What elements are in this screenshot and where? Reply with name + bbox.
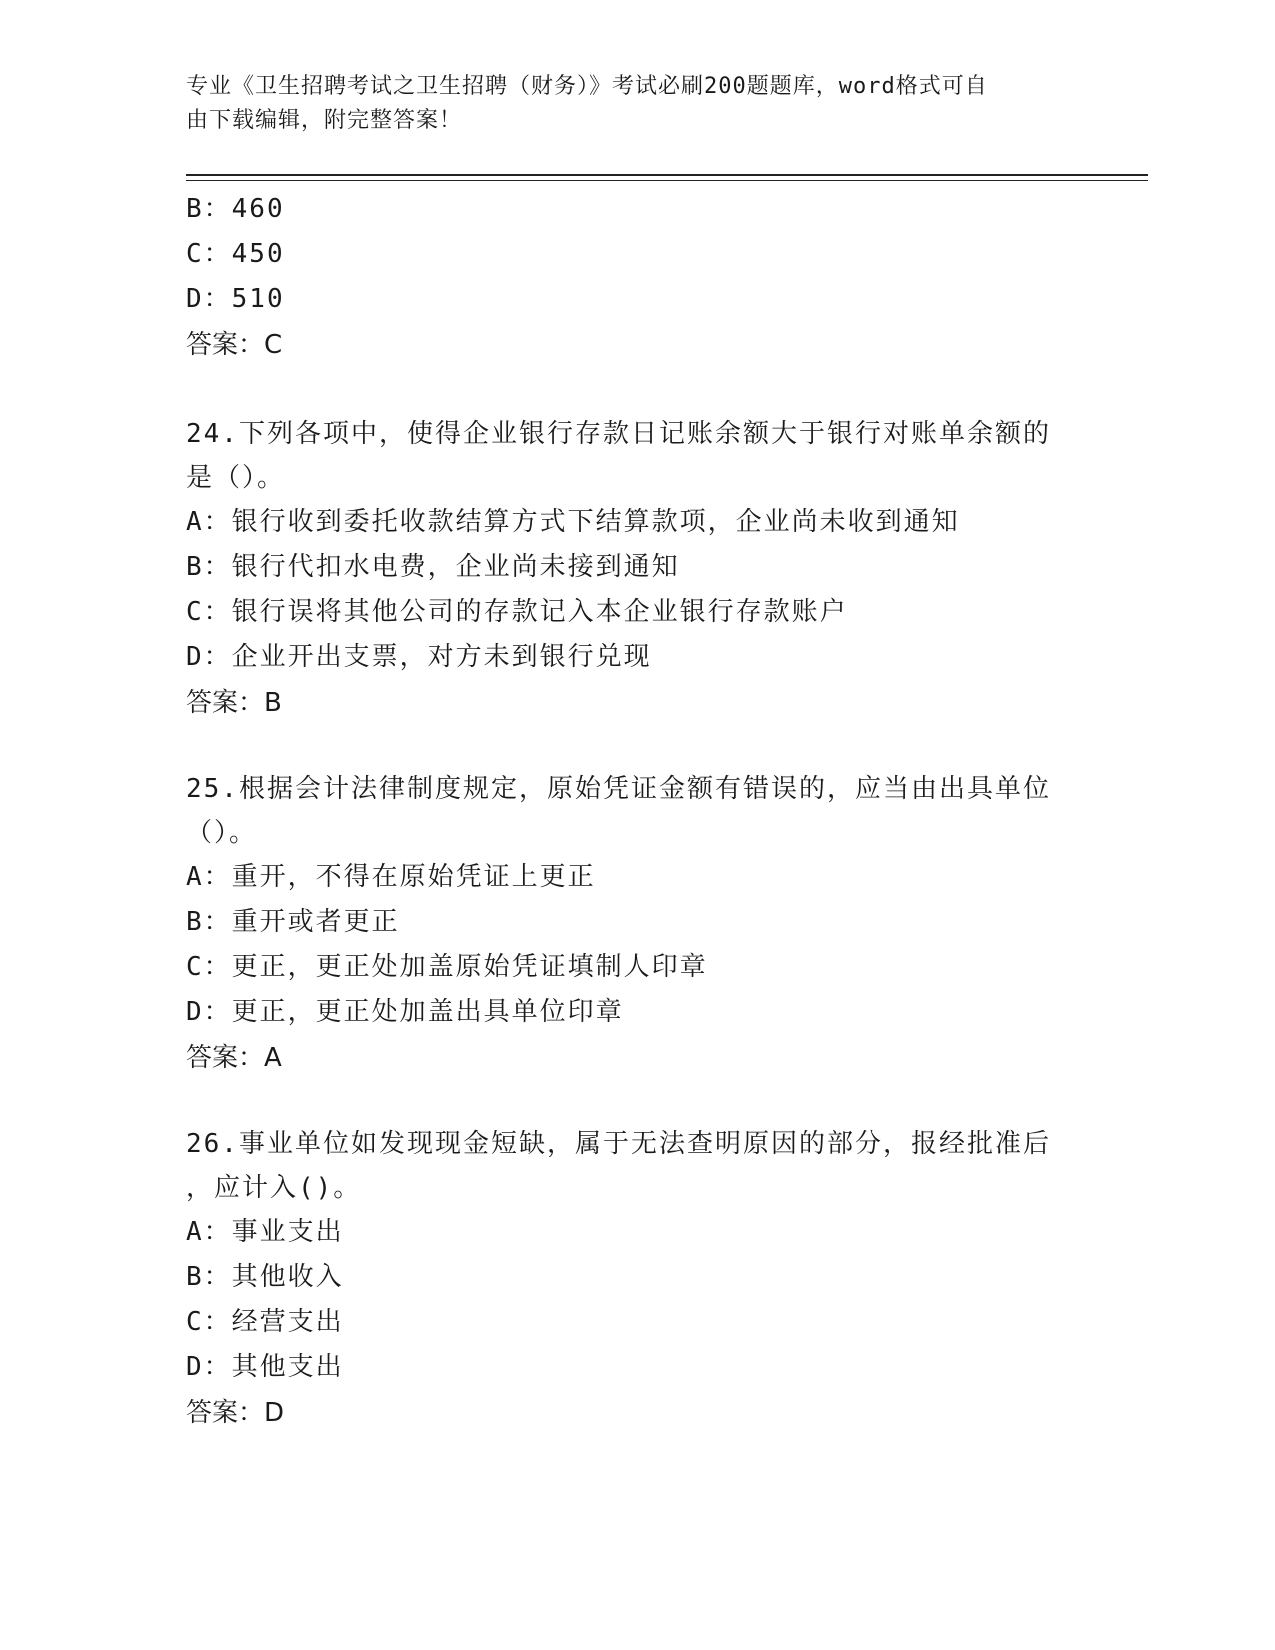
option-b: B：460 [186, 194, 285, 224]
option-b: B：银行代扣水电费，企业尚未接到通知 [186, 552, 680, 582]
question-stem-continued: ，应计入()。 [186, 1173, 362, 1203]
question-stem: 26.事业单位如发现现金短缺，属于无法查明原因的部分，报经批准后 [186, 1129, 1051, 1159]
header-divider-thin [186, 180, 1148, 181]
question-23-tail [186, 187, 1086, 368]
answer-line: 答案：A [186, 1043, 282, 1073]
spacer [186, 1081, 1086, 1122]
question-25 [186, 767, 1086, 1081]
question-stem-continued: （）。 [186, 818, 258, 848]
option-c: C：更正，更正处加盖原始凭证填制人印章 [186, 952, 708, 982]
option-a: A：重开，不得在原始凭证上更正 [186, 862, 596, 892]
answer-line: 答案：C [186, 330, 283, 360]
document-header [186, 70, 1066, 138]
option-c: C：银行误将其他公司的存款记入本企业银行存款账户 [186, 597, 848, 627]
option-c: C：经营支出 [186, 1307, 344, 1337]
header-divider [186, 174, 1148, 176]
spacer [186, 368, 1086, 412]
answer-line: 答案：D [186, 1398, 285, 1428]
option-a: A：事业支出 [186, 1217, 344, 1247]
option-b: B：其他收入 [186, 1262, 344, 1292]
option-d: D：企业开出支票，对方未到银行兑现 [186, 642, 652, 672]
spacer [186, 726, 1086, 767]
header-line-1: 专业《卫生招聘考试之卫生招聘（财务）》考试必刷200题题库，word格式可自 [186, 74, 988, 99]
question-26 [186, 1122, 1086, 1436]
option-d: D：其他支出 [186, 1352, 344, 1382]
question-stem: 25.根据会计法律制度规定，原始凭证金额有错误的，应当由出具单位 [186, 774, 1051, 804]
header-line-2: 由下载编辑，附完整答案！ [186, 108, 463, 133]
option-b: B：重开或者更正 [186, 907, 400, 937]
question-list [186, 187, 1086, 1436]
option-a: A：银行收到委托收款结算方式下结算款项，企业尚未收到通知 [186, 507, 960, 537]
question-stem-continued: 是（）。 [186, 463, 286, 493]
question-stem: 24.下列各项中，使得企业银行存款日记账余额大于银行对账单余额的 [186, 419, 1051, 449]
option-d: D：更正，更正处加盖出具单位印章 [186, 997, 624, 1027]
option-d: D：510 [186, 284, 285, 314]
option-c: C：450 [186, 239, 285, 269]
question-24 [186, 412, 1086, 726]
answer-line: 答案：B [186, 688, 282, 718]
